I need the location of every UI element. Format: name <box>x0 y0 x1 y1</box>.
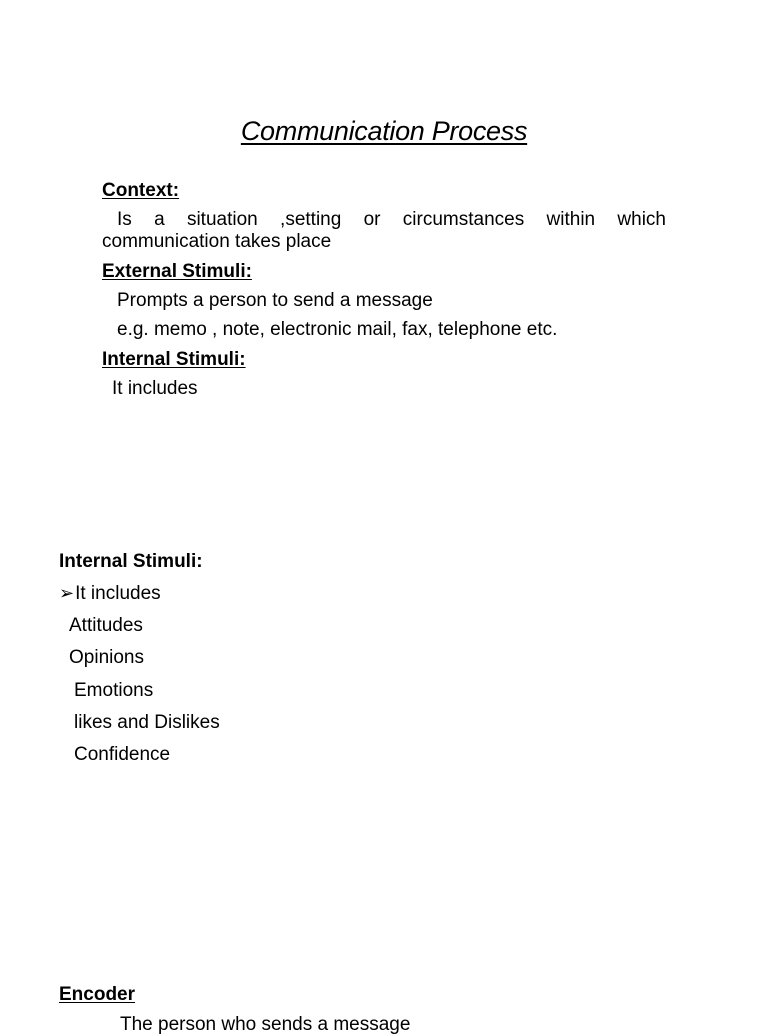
context-text: Is a situation ,setting or circumstances within which communication takes place <box>102 209 666 252</box>
bullet-item <box>59 583 161 605</box>
internal-stimuli-heading-2: Internal Stimuli: <box>59 551 203 572</box>
external-stimuli-heading: External Stimuli: <box>102 261 252 282</box>
encoder-heading: Encoder <box>59 984 136 1005</box>
arrow-bullet-icon: ➢ <box>59 583 75 603</box>
external-stimuli-line-2: e.g. memo , note, electronic mail, fax, telephone etc. <box>117 319 558 340</box>
list-item-confidence: Confidence <box>74 744 171 765</box>
list-item-opinions: Opinions <box>69 647 144 668</box>
list-item-emotions: Emotions <box>74 680 154 701</box>
page-title: Communication Process <box>240 116 528 146</box>
context-heading: Context: <box>102 180 180 201</box>
internal-stimuli-heading: Internal Stimuli: <box>102 349 246 370</box>
internal-stimuli-text: It includes <box>112 378 198 399</box>
bullet-text: It includes <box>75 583 161 604</box>
encoder-text: The person who sends a message <box>120 1014 411 1035</box>
external-stimuli-line-1: Prompts a person to send a message <box>117 290 433 311</box>
list-item-attitudes: Attitudes <box>69 615 143 636</box>
list-item-likes-dislikes: likes and Dislikes <box>74 712 220 733</box>
